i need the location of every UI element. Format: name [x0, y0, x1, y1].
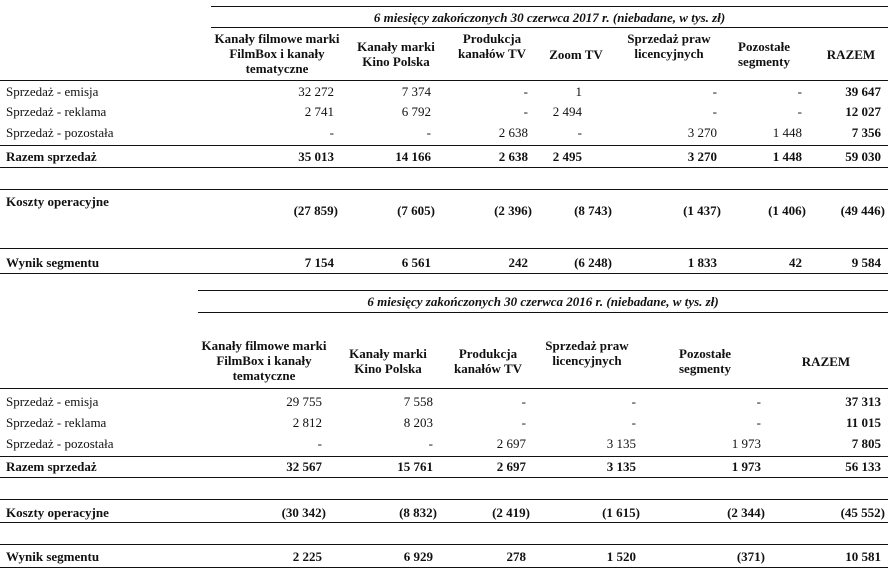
- cell-total: (45 552): [840, 505, 885, 520]
- row-label: Sprzedaż - emisja: [6, 394, 99, 409]
- cell-value: 3 270: [687, 149, 717, 164]
- cell-value: -: [521, 415, 526, 430]
- cell-value: 2 494: [552, 104, 582, 119]
- cell-total: 11 015: [845, 415, 881, 430]
- cell-value: (6 248): [574, 255, 612, 270]
- col-header-pozostale: Pozostałe segmenty: [738, 39, 790, 69]
- col-header-razem: RAZEM: [801, 354, 851, 369]
- col-header-kino-polska: Kanały marki Kino Polska: [357, 39, 435, 69]
- cell-total: 39 647: [845, 84, 881, 99]
- cell-value: 6 792: [401, 104, 431, 119]
- cell-value: (1 406): [768, 203, 806, 218]
- cell-value: 2 638: [498, 125, 528, 140]
- col-header-produkcja: Produkcja kanałów TV: [457, 31, 527, 61]
- cell-value: 15 761: [397, 459, 433, 474]
- cell-value: 2 225: [292, 549, 322, 564]
- cell-value: (2 344): [727, 505, 765, 520]
- cell-value: 6 929: [403, 549, 433, 564]
- cell-value: 32 272: [298, 84, 334, 99]
- cell-value: -: [756, 415, 761, 430]
- cell-value: (371): [736, 549, 765, 564]
- cell-value: (7 605): [397, 203, 435, 218]
- row-label: Koszty operacyjne: [6, 505, 109, 520]
- cell-value: 29 755: [286, 394, 322, 409]
- cell-value: (8 832): [399, 505, 437, 520]
- cell-value: 1 973: [731, 436, 761, 451]
- cell-value: 1: [575, 84, 582, 99]
- cell-value: 1 833: [687, 255, 717, 270]
- cell-value: 2 697: [496, 459, 526, 474]
- cell-value: 3 135: [606, 459, 636, 474]
- row-label: Sprzedaż - pozostała: [6, 436, 114, 451]
- row-label: Wynik segmentu: [6, 255, 100, 270]
- cell-value: 3 270: [687, 125, 717, 140]
- cell-value: -: [712, 104, 717, 119]
- cell-value: -: [523, 84, 528, 99]
- cell-total: (49 446): [840, 203, 885, 218]
- cell-value: 1 520: [606, 549, 636, 564]
- cell-value: -: [329, 125, 334, 140]
- cell-value: -: [317, 436, 322, 451]
- cell-value: -: [712, 84, 717, 99]
- cell-value: 35 013: [298, 149, 334, 164]
- cell-value: -: [756, 394, 761, 409]
- cell-value: 2 697: [496, 436, 526, 451]
- cell-total: 10 581: [845, 549, 881, 564]
- cell-value: -: [523, 104, 528, 119]
- col-header-sprzedaz-praw: Sprzedaż praw licencyjnych: [627, 31, 711, 61]
- col-header-filmbox: Kanały filmowe marki FilmBox i kanały tematyczne: [201, 338, 327, 383]
- cell-value: (2 396): [494, 203, 532, 218]
- cell-value: 242: [508, 255, 528, 270]
- cell-value: (30 342): [281, 505, 326, 520]
- cell-value: 7 154: [304, 255, 334, 270]
- cell-value: -: [797, 84, 802, 99]
- cell-value: 2 638: [498, 149, 528, 164]
- cell-value: -: [428, 436, 433, 451]
- cell-value: 1 973: [731, 459, 761, 474]
- col-header-zoom-tv: Zoom TV: [549, 47, 603, 62]
- cell-total: 7 805: [851, 436, 881, 451]
- row-label: Razem sprzedaż: [6, 459, 97, 474]
- col-header-sprzedaz-praw: Sprzedaż praw licencyjnych: [545, 338, 629, 368]
- cell-value: -: [426, 125, 431, 140]
- row-label: Sprzedaż - emisja: [6, 84, 99, 99]
- cell-value: 3 135: [606, 436, 636, 451]
- cell-value: 278: [506, 549, 526, 564]
- cell-total: 37 313: [845, 394, 881, 409]
- cell-total: 9 584: [851, 255, 881, 270]
- cell-total: 56 133: [845, 459, 881, 474]
- cell-value: 2 812: [292, 415, 322, 430]
- cell-value: 7 374: [401, 84, 431, 99]
- cell-value: 14 166: [395, 149, 431, 164]
- period-header-2016: 6 miesięcy zakończonych 30 czerwca 2016 r. (niebadane, w tys. zł): [367, 294, 719, 309]
- cell-total: 12 027: [845, 104, 881, 119]
- row-label: Razem sprzedaż: [6, 149, 97, 164]
- cell-value: 6 561: [401, 255, 431, 270]
- row-label: Sprzedaż - reklama: [6, 415, 107, 430]
- row-label: Wynik segmentu: [6, 549, 100, 564]
- cell-value: 1 448: [772, 125, 802, 140]
- cell-value: (8 743): [574, 203, 612, 218]
- cell-value: (1 437): [683, 203, 721, 218]
- col-header-produkcja: Produkcja kanałów TV: [453, 346, 523, 376]
- col-header-kino-polska: Kanały marki Kino Polska: [349, 346, 427, 376]
- col-header-pozostale: Pozostałe segmenty: [679, 346, 731, 376]
- cell-value: (1 615): [602, 505, 640, 520]
- cell-value: -: [797, 104, 802, 119]
- period-header-2017: 6 miesięcy zakończonych 30 czerwca 2017 r. (niebadane, w tys. zł): [373, 10, 726, 25]
- col-header-razem: RAZEM: [826, 47, 876, 62]
- cell-value: 7 558: [403, 394, 433, 409]
- cell-value: 2 495: [552, 149, 582, 164]
- cell-value: -: [631, 394, 636, 409]
- row-label: Sprzedaż - reklama: [6, 104, 107, 119]
- col-header-filmbox: Kanały filmowe marki FilmBox i kanały tematyczne: [214, 31, 340, 76]
- cell-value: -: [521, 394, 526, 409]
- cell-value: 2 741: [304, 104, 334, 119]
- cell-value: (2 419): [492, 505, 530, 520]
- row-label: Koszty operacyjne: [6, 194, 109, 209]
- cell-value: 42: [789, 255, 802, 270]
- cell-total: 59 030: [845, 149, 881, 164]
- cell-total: 7 356: [851, 125, 881, 140]
- row-label: Sprzedaż - pozostała: [6, 125, 114, 140]
- cell-value: 1 448: [772, 149, 802, 164]
- cell-value: 8 203: [403, 415, 433, 430]
- cell-value: -: [577, 125, 582, 140]
- cell-value: (27 859): [293, 203, 338, 218]
- cell-value: -: [631, 415, 636, 430]
- cell-value: 32 567: [286, 459, 322, 474]
